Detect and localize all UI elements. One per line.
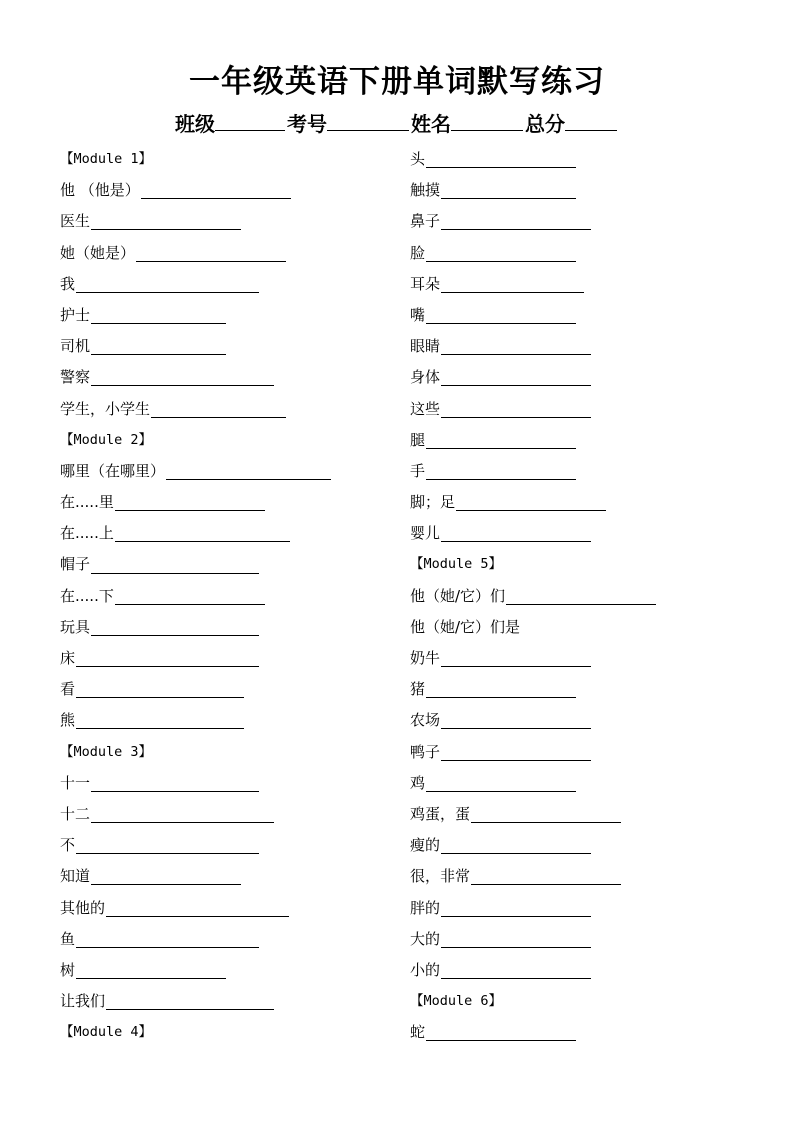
answer-blank[interactable] [91, 307, 226, 324]
word-label: 腿 [410, 430, 426, 449]
word-item [410, 799, 656, 830]
word-label: 熊 [60, 711, 76, 730]
word-label: 蛇 [410, 1023, 426, 1042]
word-label: 眼睛 [410, 337, 441, 356]
answer-blank[interactable] [91, 619, 259, 636]
left-column [60, 144, 331, 1048]
word-item [410, 768, 656, 799]
word-label: 这些 [410, 399, 441, 418]
answer-blank[interactable] [471, 868, 621, 885]
answer-blank[interactable] [441, 650, 591, 667]
word-label: 我 [60, 274, 76, 293]
word-label: 帽子 [60, 555, 91, 574]
word-label: 床 [60, 649, 76, 667]
word-item [60, 799, 331, 830]
answer-blank[interactable] [441, 182, 576, 199]
answer-blank[interactable] [471, 806, 621, 823]
answer-blank[interactable] [441, 276, 584, 293]
class-blank[interactable] [215, 112, 285, 131]
word-label: 司机 [60, 337, 91, 356]
module-heading-label: 【Module 4】 [60, 1024, 153, 1041]
word-label: 猪 [410, 680, 426, 699]
word-item [60, 986, 331, 1017]
word-item [60, 487, 331, 518]
word-label: 嘴 [410, 305, 426, 324]
word-item [410, 612, 656, 643]
answer-blank[interactable] [426, 307, 576, 324]
answer-blank[interactable] [136, 245, 286, 262]
word-item [60, 768, 331, 799]
word-label: 在.....里 [60, 493, 114, 512]
word-label: 触摸 [410, 181, 441, 200]
field-exam-number: 考号 [287, 110, 411, 138]
word-item [410, 269, 656, 300]
word-item [410, 425, 656, 456]
word-item [410, 362, 656, 393]
answer-blank[interactable] [141, 182, 291, 199]
word-label: 十一 [60, 773, 91, 792]
word-item [410, 674, 656, 705]
word-label: 看 [60, 680, 76, 699]
answer-blank[interactable] [76, 962, 226, 979]
word-label: 头 [410, 150, 426, 168]
word-item [60, 705, 331, 736]
answer-blank[interactable] [456, 494, 606, 511]
word-label: 学生，小学生 [60, 399, 151, 418]
word-item [60, 175, 331, 206]
answer-blank[interactable] [441, 712, 591, 729]
word-label: 大的 [410, 929, 441, 948]
word-item [60, 331, 331, 362]
word-label: 医生 [60, 212, 91, 231]
answer-blank[interactable] [76, 681, 244, 698]
answer-blank[interactable] [91, 369, 274, 386]
word-item [410, 175, 656, 206]
answer-blank[interactable] [106, 993, 274, 1010]
word-label: 在.....上 [60, 524, 114, 543]
module-heading-label: 【Module 1】 [60, 151, 153, 167]
word-item [410, 394, 656, 425]
answer-blank[interactable] [426, 151, 576, 168]
word-label: 鸡 [410, 773, 426, 792]
module-heading [410, 986, 656, 1017]
word-label: 在.....下 [60, 586, 114, 605]
word-item [60, 362, 331, 393]
word-label: 很，非常 [410, 867, 471, 886]
module-heading [60, 1017, 331, 1048]
word-label: 鼻子 [410, 212, 441, 231]
module-heading [60, 425, 331, 456]
answer-blank[interactable] [76, 837, 259, 854]
word-label: 她（她是） [60, 243, 136, 262]
answer-blank[interactable] [441, 900, 591, 917]
answer-blank[interactable] [426, 463, 576, 480]
answer-blank[interactable] [506, 588, 656, 605]
word-label: 鸡蛋，蛋 [410, 804, 471, 823]
word-label: 鸭子 [410, 742, 441, 761]
word-label: 警察 [60, 368, 91, 387]
word-item [60, 206, 331, 237]
answer-blank[interactable] [426, 681, 576, 698]
answer-blank[interactable] [91, 868, 241, 885]
module-heading [60, 144, 331, 175]
answer-blank[interactable] [441, 401, 591, 418]
word-label: 小的 [410, 960, 441, 979]
module-heading [60, 737, 331, 768]
word-item [410, 518, 656, 549]
word-item [410, 300, 656, 331]
answer-blank[interactable] [441, 369, 591, 386]
word-item [410, 924, 656, 955]
answer-blank[interactable] [91, 557, 259, 574]
answer-blank[interactable] [91, 213, 241, 230]
module-heading [410, 549, 656, 580]
word-item [60, 549, 331, 580]
answer-blank[interactable] [441, 837, 591, 854]
field-class: 班级 [175, 110, 287, 138]
word-label: 玩具 [60, 617, 91, 636]
word-label: 让我们 [60, 992, 106, 1011]
word-label: 哪里（在哪里） [60, 461, 166, 480]
word-item [410, 331, 656, 362]
answer-blank[interactable] [76, 276, 259, 293]
word-label: 其他的 [60, 898, 106, 917]
word-item [60, 269, 331, 300]
word-item [410, 737, 656, 768]
word-item [60, 581, 331, 612]
word-item [410, 643, 656, 674]
right-column [410, 144, 656, 1048]
word-label: 他（她/它）们 [410, 586, 506, 605]
answer-blank[interactable] [91, 806, 274, 823]
answer-blank[interactable] [76, 931, 259, 948]
answer-blank[interactable] [426, 432, 576, 449]
answer-blank[interactable] [115, 494, 265, 511]
answer-blank[interactable] [151, 401, 286, 418]
answer-blank[interactable] [166, 463, 331, 480]
word-item [410, 705, 656, 736]
name-blank[interactable] [451, 112, 523, 131]
word-item [60, 924, 331, 955]
word-label: 他 （他是） [60, 181, 140, 200]
answer-blank[interactable] [441, 338, 591, 355]
answer-blank[interactable] [106, 900, 289, 917]
worksheet-title: 一年级英语下册单词默写练习 [189, 64, 605, 100]
answer-blank[interactable] [441, 525, 591, 542]
word-label: 知道 [60, 867, 91, 886]
word-item [410, 581, 656, 612]
answer-blank[interactable] [91, 775, 259, 792]
header-fields [0, 110, 794, 138]
answer-blank[interactable] [115, 588, 265, 605]
word-item [410, 456, 656, 487]
word-item [60, 394, 331, 425]
answer-blank[interactable] [441, 962, 591, 979]
module-heading-label: 【Module 2】 [60, 431, 153, 448]
word-item [60, 518, 331, 549]
answer-blank[interactable] [426, 1024, 576, 1041]
word-label: 脚；足 [410, 493, 456, 512]
word-label: 瘦的 [410, 836, 441, 855]
word-item [410, 206, 656, 237]
field-total-score: 总分 [525, 110, 619, 138]
word-item [60, 300, 331, 331]
word-item [410, 955, 656, 986]
word-item [410, 487, 656, 518]
word-item [60, 674, 331, 705]
word-label: 耳朵 [410, 274, 441, 293]
word-item [410, 830, 656, 861]
field-name: 姓名 [411, 110, 525, 138]
word-item [410, 893, 656, 924]
answer-blank[interactable] [115, 525, 290, 542]
word-item [60, 456, 331, 487]
module-heading-label: 【Module 3】 [60, 743, 153, 760]
answer-blank[interactable] [441, 213, 591, 230]
word-label: 奶牛 [410, 649, 441, 667]
word-item [60, 955, 331, 986]
word-item [60, 643, 331, 674]
word-label: 鱼 [60, 929, 76, 948]
module-heading-label: 【Module 5】 [410, 556, 503, 573]
word-item [410, 1017, 656, 1048]
word-label: 婴儿 [410, 524, 441, 543]
word-item [60, 893, 331, 924]
word-label: 身体 [410, 368, 441, 387]
word-label: 胖的 [410, 898, 441, 917]
word-label: 十二 [60, 804, 91, 823]
word-item [60, 861, 331, 892]
word-label: 树 [60, 960, 76, 979]
answer-blank[interactable] [426, 245, 576, 262]
answer-blank[interactable] [76, 650, 259, 667]
word-label: 农场 [410, 711, 441, 730]
word-item [410, 861, 656, 892]
word-label: 手 [410, 461, 426, 480]
word-label: 他（她/它）们是 [410, 617, 521, 636]
total-score-blank[interactable] [565, 112, 617, 131]
word-label: 护士 [60, 305, 91, 324]
word-label: 脸 [410, 243, 426, 262]
answer-blank[interactable] [91, 338, 226, 355]
module-heading-label: 【Module 6】 [410, 993, 503, 1010]
answer-blank[interactable] [441, 744, 591, 761]
word-label: 不 [60, 836, 76, 855]
answer-blank[interactable] [76, 712, 244, 729]
answer-blank[interactable] [426, 775, 576, 792]
word-item [410, 238, 656, 269]
word-item [60, 238, 331, 269]
word-item [60, 612, 331, 643]
exam-number-blank[interactable] [327, 112, 409, 131]
answer-blank[interactable] [441, 931, 591, 948]
word-item [410, 144, 656, 175]
word-item [60, 830, 331, 861]
